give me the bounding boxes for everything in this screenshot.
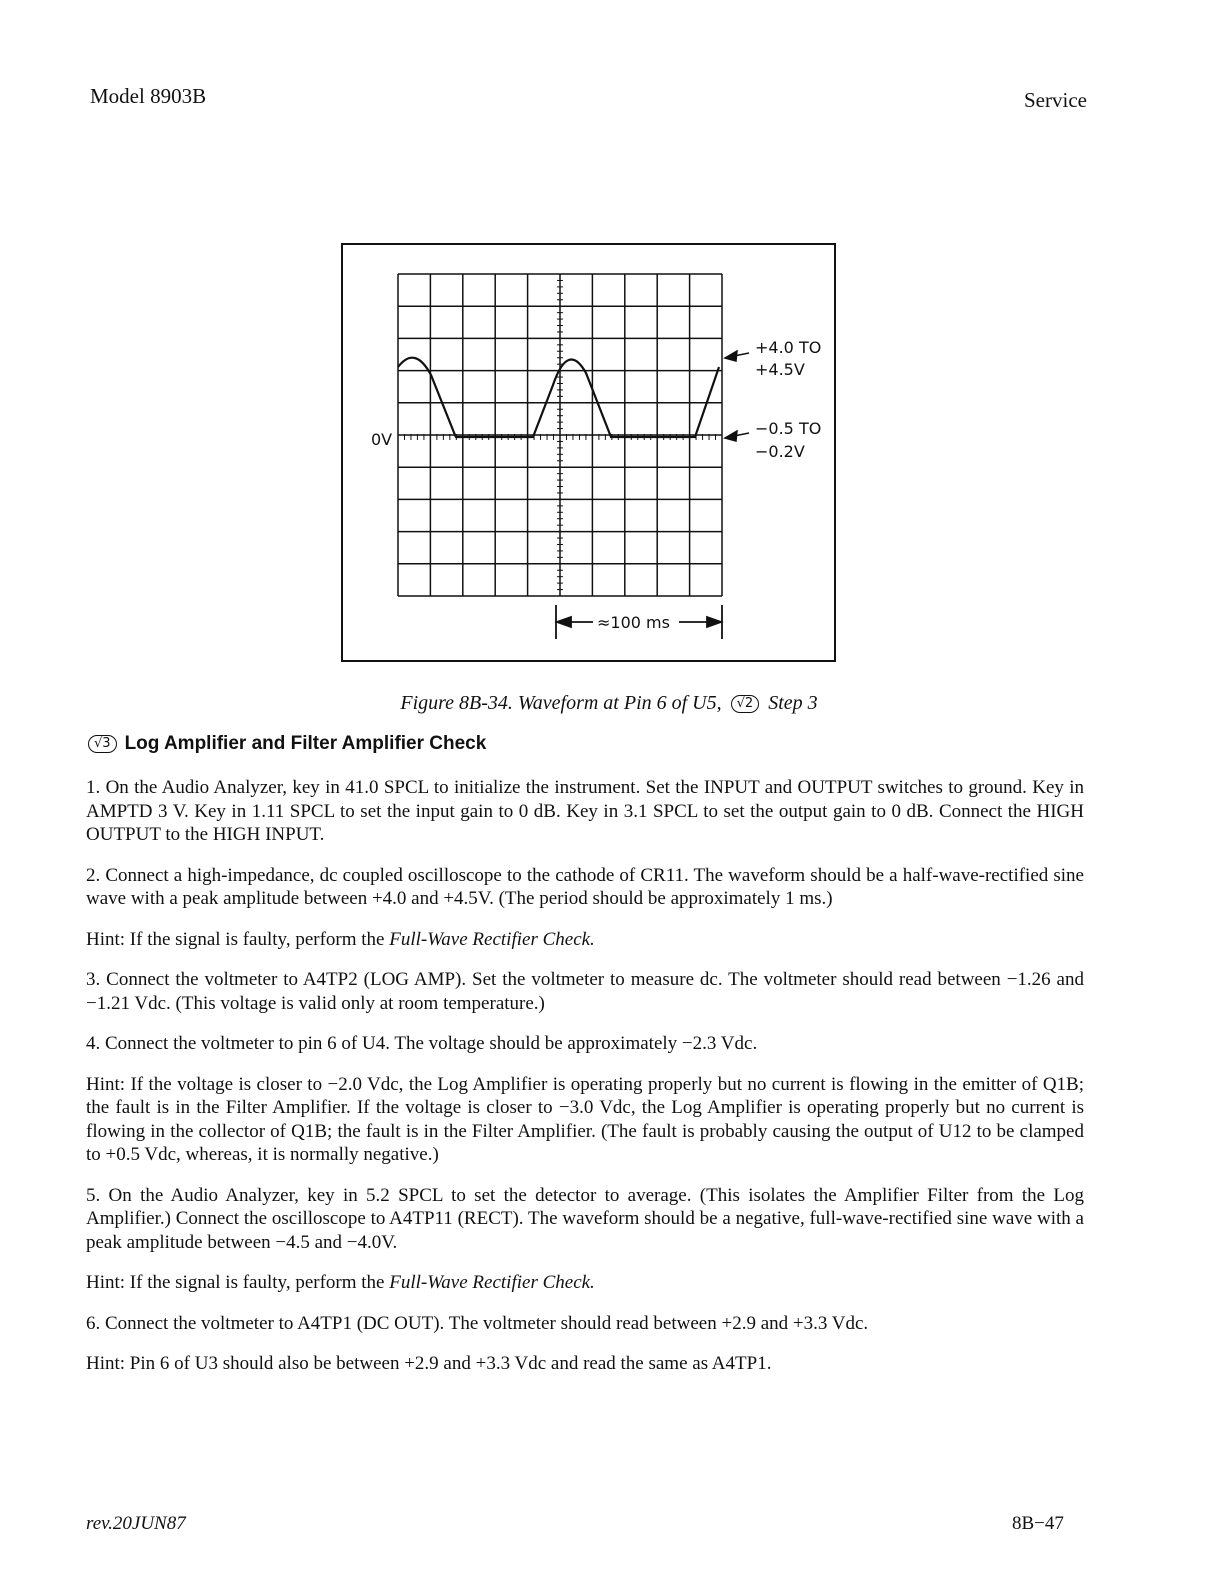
time-span-label: ≈100 ms <box>597 613 670 632</box>
zero-volt-label: 0V <box>371 430 393 449</box>
lower-callout-line1: −0.5 TO <box>755 419 822 438</box>
upper-callout-line1: +4.0 TO <box>755 338 822 357</box>
caption-check-badge: √2 <box>731 695 760 713</box>
figure-caption <box>0 692 1218 715</box>
hint-1-text: Hint: If the signal is faulty, perform the <box>86 928 390 950</box>
hint-3-text: Hint: If the signal is faulty, perform the <box>86 1272 390 1293</box>
header-service: Service <box>1024 88 1087 112</box>
hint-1-reference: Full-Wave Rectifier Check. <box>389 928 595 950</box>
section-title: Log Amplifier and Filter Amplifier Check <box>124 733 487 754</box>
hint-3-reference: Full-Wave Rectifier Check. <box>389 1272 595 1293</box>
waveform-figure <box>341 243 836 662</box>
step-5: 5. On the Audio Analyzer, key in 5.2 SPCL to set the detector to average. (This isolates the Amplifier Filter from the Log Amplifier.) Connect the oscilloscope to A4TP11 (RECT). The waveform should be a negative, full-wave-rectified sine wave with a peak amplitude between −4.5 and −4.0V. <box>86 1184 1084 1253</box>
footer-page-number: 8B−47 <box>1012 1513 1064 1534</box>
procedure-steps <box>86 776 1084 1393</box>
waveform-trace <box>398 358 719 437</box>
step-3: 3. Connect the voltmeter to A4TP2 (LOG AMP). Set the voltmeter to measure dc. The voltmeter should read between −1.26 and −1.21 Vdc. (This voltage is valid only at room temperature.) <box>86 969 1084 1014</box>
hint-4: Hint: Pin 6 of U3 should also be between +2.9 and +3.3 Vdc and read the same as A4TP1. <box>86 1353 772 1374</box>
hint-1 <box>86 928 1084 952</box>
upper-callout-line2: +4.5V <box>755 360 805 379</box>
step-4: 4. Connect the voltmeter to pin 6 of U4. The voltage should be approximately −2.3 Vdc. <box>86 1033 758 1054</box>
section-heading <box>88 733 486 755</box>
header-model: Model 8903B <box>90 84 207 108</box>
step-2: 2. Connect a high-impedance, dc coupled oscilloscope to the cathode of CR11. The waveform should be a half-wave-rectified sine wave with a peak amplitude between +4.0 and +4.5V. (The period should be approximately 1 ms.) <box>86 864 1084 909</box>
lower-callout-arrow <box>725 431 749 441</box>
oscilloscope-graticule <box>343 245 838 664</box>
footer-revision: rev.20JUN87 <box>86 1513 186 1534</box>
lower-callout-line2: −0.2V <box>755 442 805 461</box>
caption-step: Step 3 <box>768 692 818 714</box>
step-6: 6. Connect the voltmeter to A4TP1 (DC OUT). The voltmeter should read between +2.9 and +3.3 Vdc. <box>86 1312 869 1334</box>
step-1: 1. On the Audio Analyzer, key in 41.0 SPCL to initialize the instrument. Set the INPUT and OUTPUT switches to ground. Key in AMPTD 3 V. Key in 1.11 SPCL to set the input gain to 0 dB. Key in 3.1 SPCL to set the output gain to 0 dB. Connect the HIGH OUTPUT to the HIGH INPUT. <box>86 777 1084 845</box>
caption-text: Figure 8B-34. Waveform at Pin 6 of U5, <box>400 692 722 714</box>
section-check-badge: √3 <box>88 735 117 753</box>
upper-callout-arrow <box>725 351 749 361</box>
hint-3 <box>86 1271 1084 1295</box>
hint-2: Hint: If the voltage is closer to −2.0 Vdc, the Log Amplifier is operating properly but no current is flowing in the emitter of Q1B; the fault is in the Filter Amplifier. If the voltage is closer to −3.0 Vdc, the Log Amplifier is operating properly but no current is flowing in the collector of Q1B; the fault is in the Filter Amplifier. (The fault is probably causing the output of U12 to be clamped to +0.5 Vdc, whereas, it is normally negative.) <box>86 1073 1084 1165</box>
